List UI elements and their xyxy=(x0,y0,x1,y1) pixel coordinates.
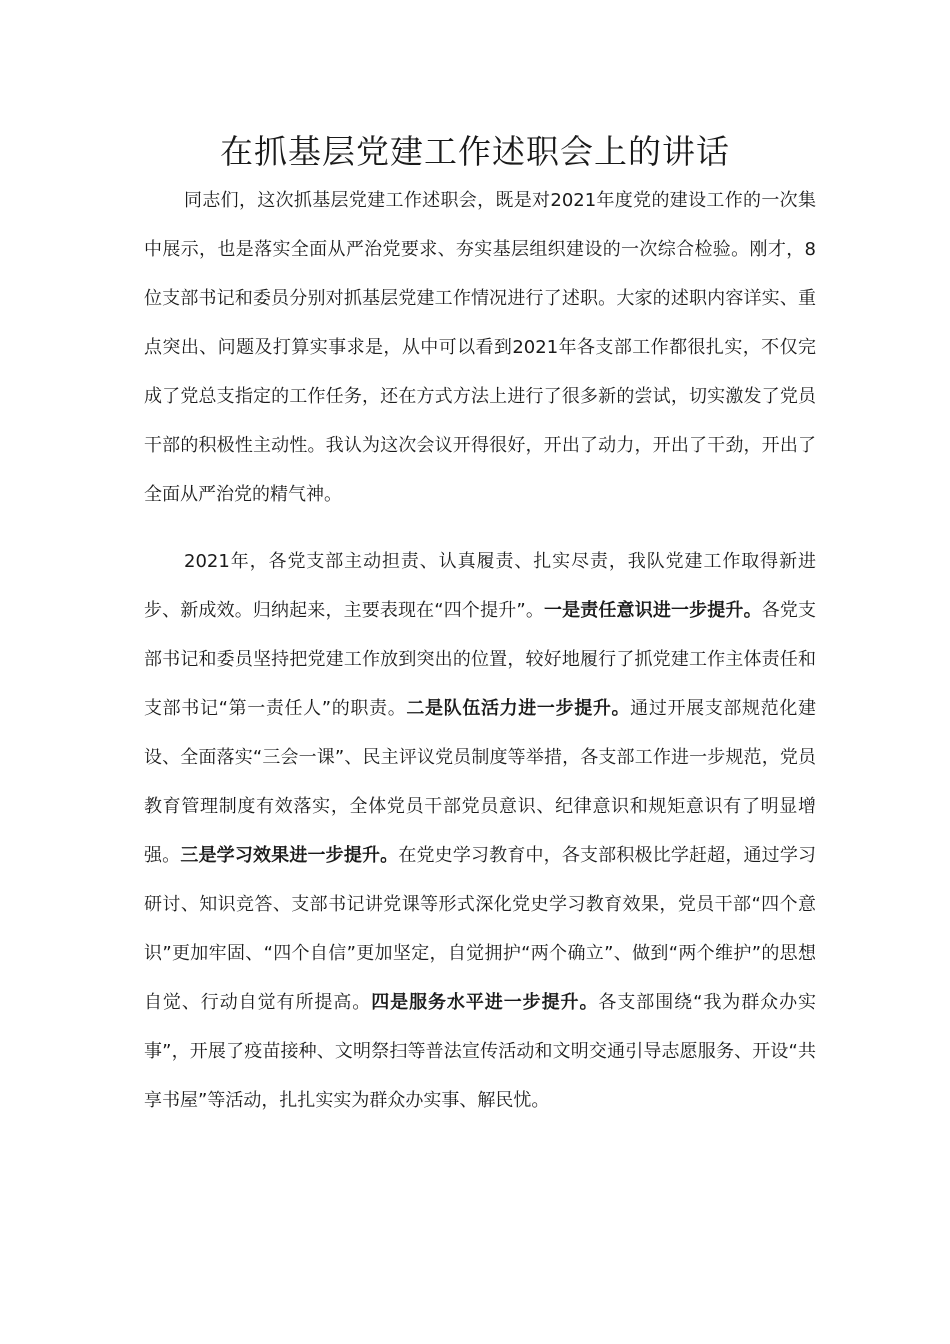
point-4-text: 各支部围绕“我为群众办实事”，开展了疫苗接种、文明祭扫等普法宣传活动和文明交通引导志愿服务、开设“共享书屋”等活动，扎扎实实为群众办实事、解民忧。 xyxy=(144,992,816,1111)
point-1-heading: 一是责任意识进一步提升。 xyxy=(543,600,762,621)
document-title: 在抓基层党建工作述职会上的讲话 xyxy=(220,132,730,171)
point-1-text: 各党支部书记和委员坚持把党建工作放到突出的位置，较好地履行了抓党建工作主体责任和支部书记“第一责任人”的职责。 xyxy=(144,600,817,719)
point-3-text: 在党史学习教育中，各支部积极比学赶超，通过学习研讨、知识竞答、支部书记讲党课等形式深化党史学习教育效果，党员干部“四个意识”更加牢固、“四个自信”更加坚定，自觉拥护“两个确立”、做到“两个维护”的思想自觉、行动自觉有所提高。 xyxy=(144,845,817,1013)
point-4-heading: 四是服务水平进一步提升。 xyxy=(371,992,599,1013)
point-2-text: 通过开展支部规范化建设、全面落实“三会一课”、民主评议党员制度等举措，各支部工作进一步规范，党员教育管理制度有效落实，全体党员干部党员意识、纪律意识和规矩意识有了明显增强。 xyxy=(144,698,817,866)
paragraph-intro: 2021年，各党支部主动担责、认真履责、扎实尽责，我队党建工作取得新进步、新成效。归纳起来，主要表现在“四个提升”。 xyxy=(144,551,816,621)
paragraph-four-improvements xyxy=(144,537,816,1125)
point-3-heading: 三是学习效果进一步提升。 xyxy=(180,845,399,866)
point-2-heading: 二是队伍活力进一步提升。 xyxy=(406,698,631,719)
paragraph-opening: 同志们，这次抓基层党建工作述职会，既是对2021年度党的建设工作的一次集中展示，也是落实全面从严治党要求、夯实基层组织建设的一次综合检验。刚才，8位支部书记和委员分别对抓基层党建工作情况进行了述职。大家的述职内容详实、重点突出、问题及打算实事求是，从中可以看到2021年各支部工作都很扎实，不仅完成了党总支指定的工作任务，还在方式方法上进行了很多新的尝试，切实激发了党员干部的积极性主动性。我认为这次会议开得很好，开出了动力，开出了干劲，开出了全面从严治党的精气神。 xyxy=(144,190,816,505)
